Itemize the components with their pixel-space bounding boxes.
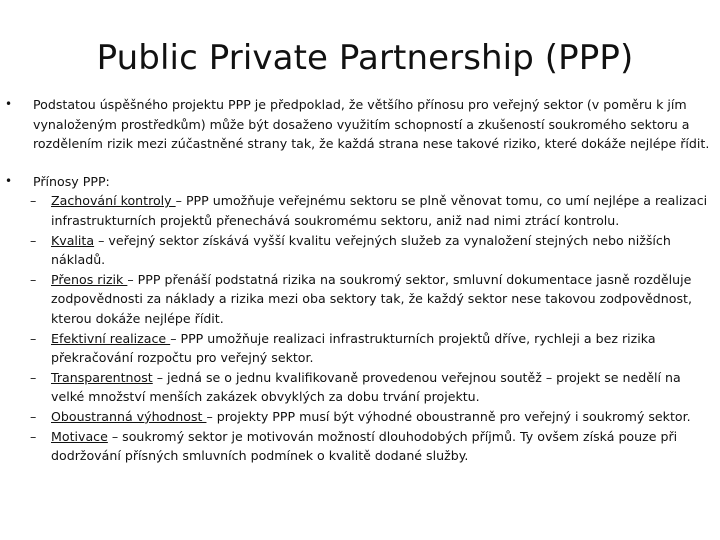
dash-marker: – <box>30 369 37 385</box>
bullet-text: Podstatou úspěšného projektu PPP je předpoklad, že většího přínosu pro veřejný sektor (v poměru k jím vynaloženým prostředkům) může být dosaženo využitím schopností a zkušeností soukromého sektoru a rozdělením rizik mezi zúčastněné strany tak, že každá strana nese takové riziko, které dokáže nejlépe řídit. <box>33 97 710 152</box>
bullet-text: Přínosy PPP: <box>33 173 110 189</box>
sub-item <box>0 368 715 407</box>
sub-item-term: Kvalita <box>51 232 95 248</box>
bullet-item <box>0 172 715 192</box>
sub-item <box>0 329 715 368</box>
sub-item-term: Zachování kontroly <box>51 193 176 209</box>
sub-item-text: – projekty PPP musí být výhodné oboustranně pro veřejný i soukromý sektor. <box>206 408 691 424</box>
sub-item-term: Motivace <box>51 428 108 444</box>
sub-item-text: – PPP umožňuje realizaci infrastrukturních projektů dříve, rychleji a bez rizika překračování rozpočtu pro veřejný sektor. <box>51 330 656 366</box>
dash-marker: – <box>30 271 37 287</box>
slide-content <box>0 95 720 466</box>
sub-item-text: – veřejný sektor získává vyšší kvalitu veřejných služeb za vynaložení stejných nebo nižších nákladů. <box>51 232 671 268</box>
sub-item-term: Efektivní realizace <box>51 330 171 346</box>
dash-marker: – <box>30 193 37 209</box>
sub-item <box>0 191 715 230</box>
sub-item-text: – soukromý sektor je motivován možností dlouhodobých příjmů. Ty ovšem získá pouze při dodržování přísných smluvních podmínek o kvalitě dodané služby. <box>51 428 678 464</box>
dash-marker: – <box>30 232 37 248</box>
sub-item <box>0 427 715 466</box>
sub-item-term: Oboustranná výhodnost <box>51 408 207 424</box>
sub-item <box>0 407 715 427</box>
sub-item <box>0 270 715 329</box>
sub-item <box>0 231 715 270</box>
dash-marker: – <box>30 408 37 424</box>
sub-item-text: – PPP umožňuje veřejnému sektoru se plně věnovat tomu, co umí nejlépe a realizaci infrastrukturních projektů přenechává soukromému sektoru, aniž nad nimi ztrácí kontrolu. <box>51 193 708 228</box>
sub-item-term: Transparentnost <box>51 369 153 385</box>
dash-marker: – <box>30 330 37 346</box>
sub-item-term: Přenos rizik <box>51 271 128 287</box>
dash-marker: – <box>30 428 37 444</box>
slide-title: Public Private Partnership (PPP) <box>96 38 634 78</box>
sub-item-text: – PPP přenáší podstatná rizika na soukromý sektor, smluvní dokumentace jasně rozděluje zodpovědnosti za náklady a rizika mezi oba sektory tak, že každý sektor nese takovou zodpovědnost, kterou dokáže nejlépe řídit. <box>51 271 692 326</box>
bullet-item <box>0 95 715 154</box>
bullet-marker: • <box>5 97 13 111</box>
bullet-marker: • <box>5 173 13 188</box>
sub-item-text: – jedná se o jednu kvalifikovaně provedenou veřejnou soutěž – projekt se nedělí na velké množství menších zakázek obvyklých za dobu trvání projektu. <box>51 369 681 405</box>
